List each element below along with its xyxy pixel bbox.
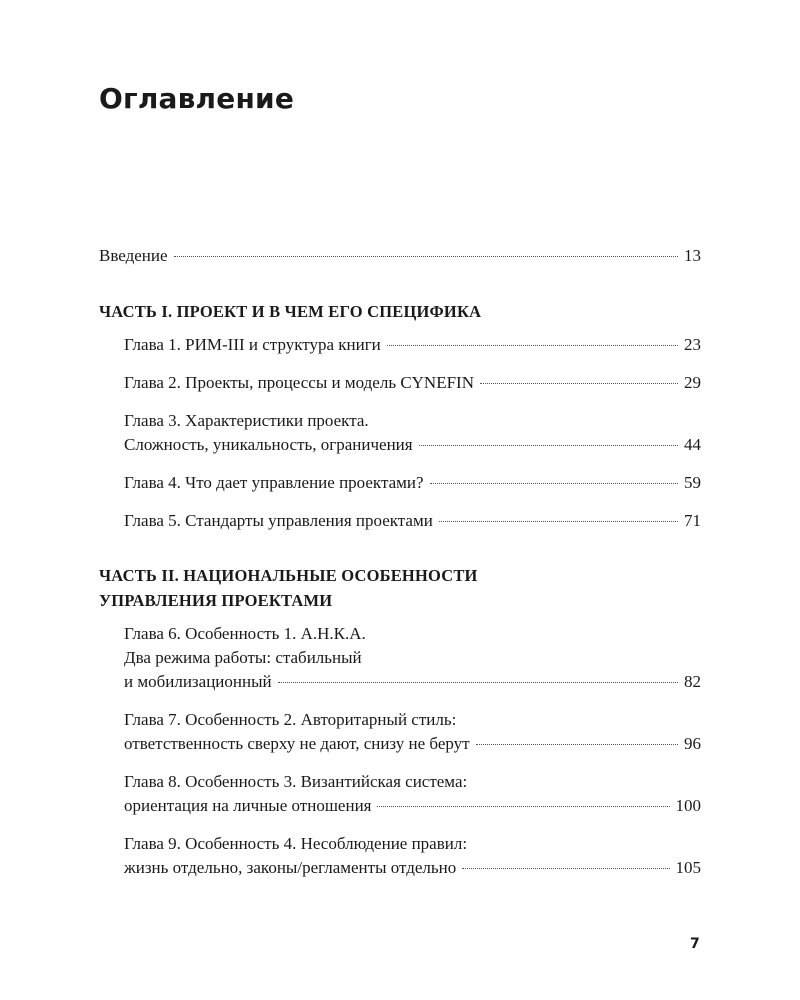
toc-entry-chapter[interactable] [99, 333, 701, 357]
dot-leader [476, 744, 678, 745]
toc-entry-chapter[interactable] [99, 622, 701, 694]
toc-entry-line: и мобилизационный [124, 672, 272, 691]
toc-entry-line: ориентация на личные отношения [124, 796, 372, 815]
page-title: Оглавление [99, 82, 295, 115]
toc-page-number: 59 [684, 473, 701, 492]
table-of-contents [99, 244, 701, 910]
toc-page-number: 71 [684, 511, 701, 530]
toc-page-number: 96 [684, 734, 701, 753]
part-heading-line: УПРАВЛЕНИЯ ПРОЕКТАМИ [99, 591, 333, 610]
toc-entry-line: Глава 3. Характеристики проекта. [124, 411, 369, 430]
toc-entry-chapter[interactable] [99, 409, 701, 457]
dot-leader [430, 483, 678, 484]
toc-entry-label: Введение [99, 246, 168, 265]
toc-entry-line: Глава 5. Стандарты управления проектами [124, 511, 433, 530]
toc-entry-line: Глава 8. Особенность 3. Византийская система: [124, 772, 468, 791]
dot-leader [480, 383, 678, 384]
toc-entry-line: Два режима работы: стабильный [124, 648, 362, 667]
toc-entry-line: Сложность, уникальность, ограничения [124, 435, 413, 454]
part-heading[interactable] [99, 563, 701, 613]
dot-leader [462, 868, 669, 869]
toc-entry-chapter[interactable] [99, 708, 701, 756]
dot-leader [377, 806, 669, 807]
toc-entry-chapter[interactable] [99, 371, 701, 395]
dot-leader [278, 682, 678, 683]
toc-page-number: 13 [684, 246, 701, 265]
toc-entry-line: Глава 6. Особенность 1. А.Н.К.А. [124, 624, 366, 643]
part-heading-line: ЧАСТЬ I. ПРОЕКТ И В ЧЕМ ЕГО СПЕЦИФИКА [99, 302, 482, 321]
toc-entry-introduction[interactable] [99, 244, 701, 268]
dot-leader [387, 345, 678, 346]
toc-entry-line: Глава 4. Что дает управление проектами? [124, 473, 424, 492]
toc-entry-chapter[interactable] [99, 509, 701, 533]
part-heading-line: ЧАСТЬ II. НАЦИОНАЛЬНЫЕ ОСОБЕННОСТИ [99, 566, 478, 585]
dot-leader [174, 256, 678, 257]
toc-page-number: 44 [684, 435, 701, 454]
page-number: 7 [690, 936, 700, 952]
toc-page-number: 23 [684, 335, 701, 354]
toc-entry-chapter[interactable] [99, 770, 701, 818]
toc-parts [99, 299, 701, 880]
toc-page-number: 29 [684, 373, 701, 392]
toc-entry-line: Глава 1. РИМ-III и структура книги [124, 335, 381, 354]
toc-entry-chapter[interactable] [99, 471, 701, 495]
toc-page-number: 100 [675, 796, 701, 815]
part-heading[interactable] [99, 299, 701, 324]
toc-entry-line: ответственность сверху не дают, снизу не берут [124, 734, 470, 753]
toc-entry-line: Глава 7. Особенность 2. Авторитарный стиль: [124, 710, 457, 729]
toc-entry-chapter[interactable] [99, 832, 701, 880]
toc-page-number: 105 [675, 858, 701, 877]
toc-entry-line: Глава 2. Проекты, процессы и модель CYNEFIN [124, 373, 474, 392]
dot-leader [419, 445, 678, 446]
dot-leader [439, 521, 678, 522]
toc-entry-line: жизнь отдельно, законы/регламенты отдельно [124, 858, 457, 877]
toc-entry-line: Глава 9. Особенность 4. Несоблюдение правил: [124, 834, 468, 853]
toc-page-number: 82 [684, 672, 701, 691]
